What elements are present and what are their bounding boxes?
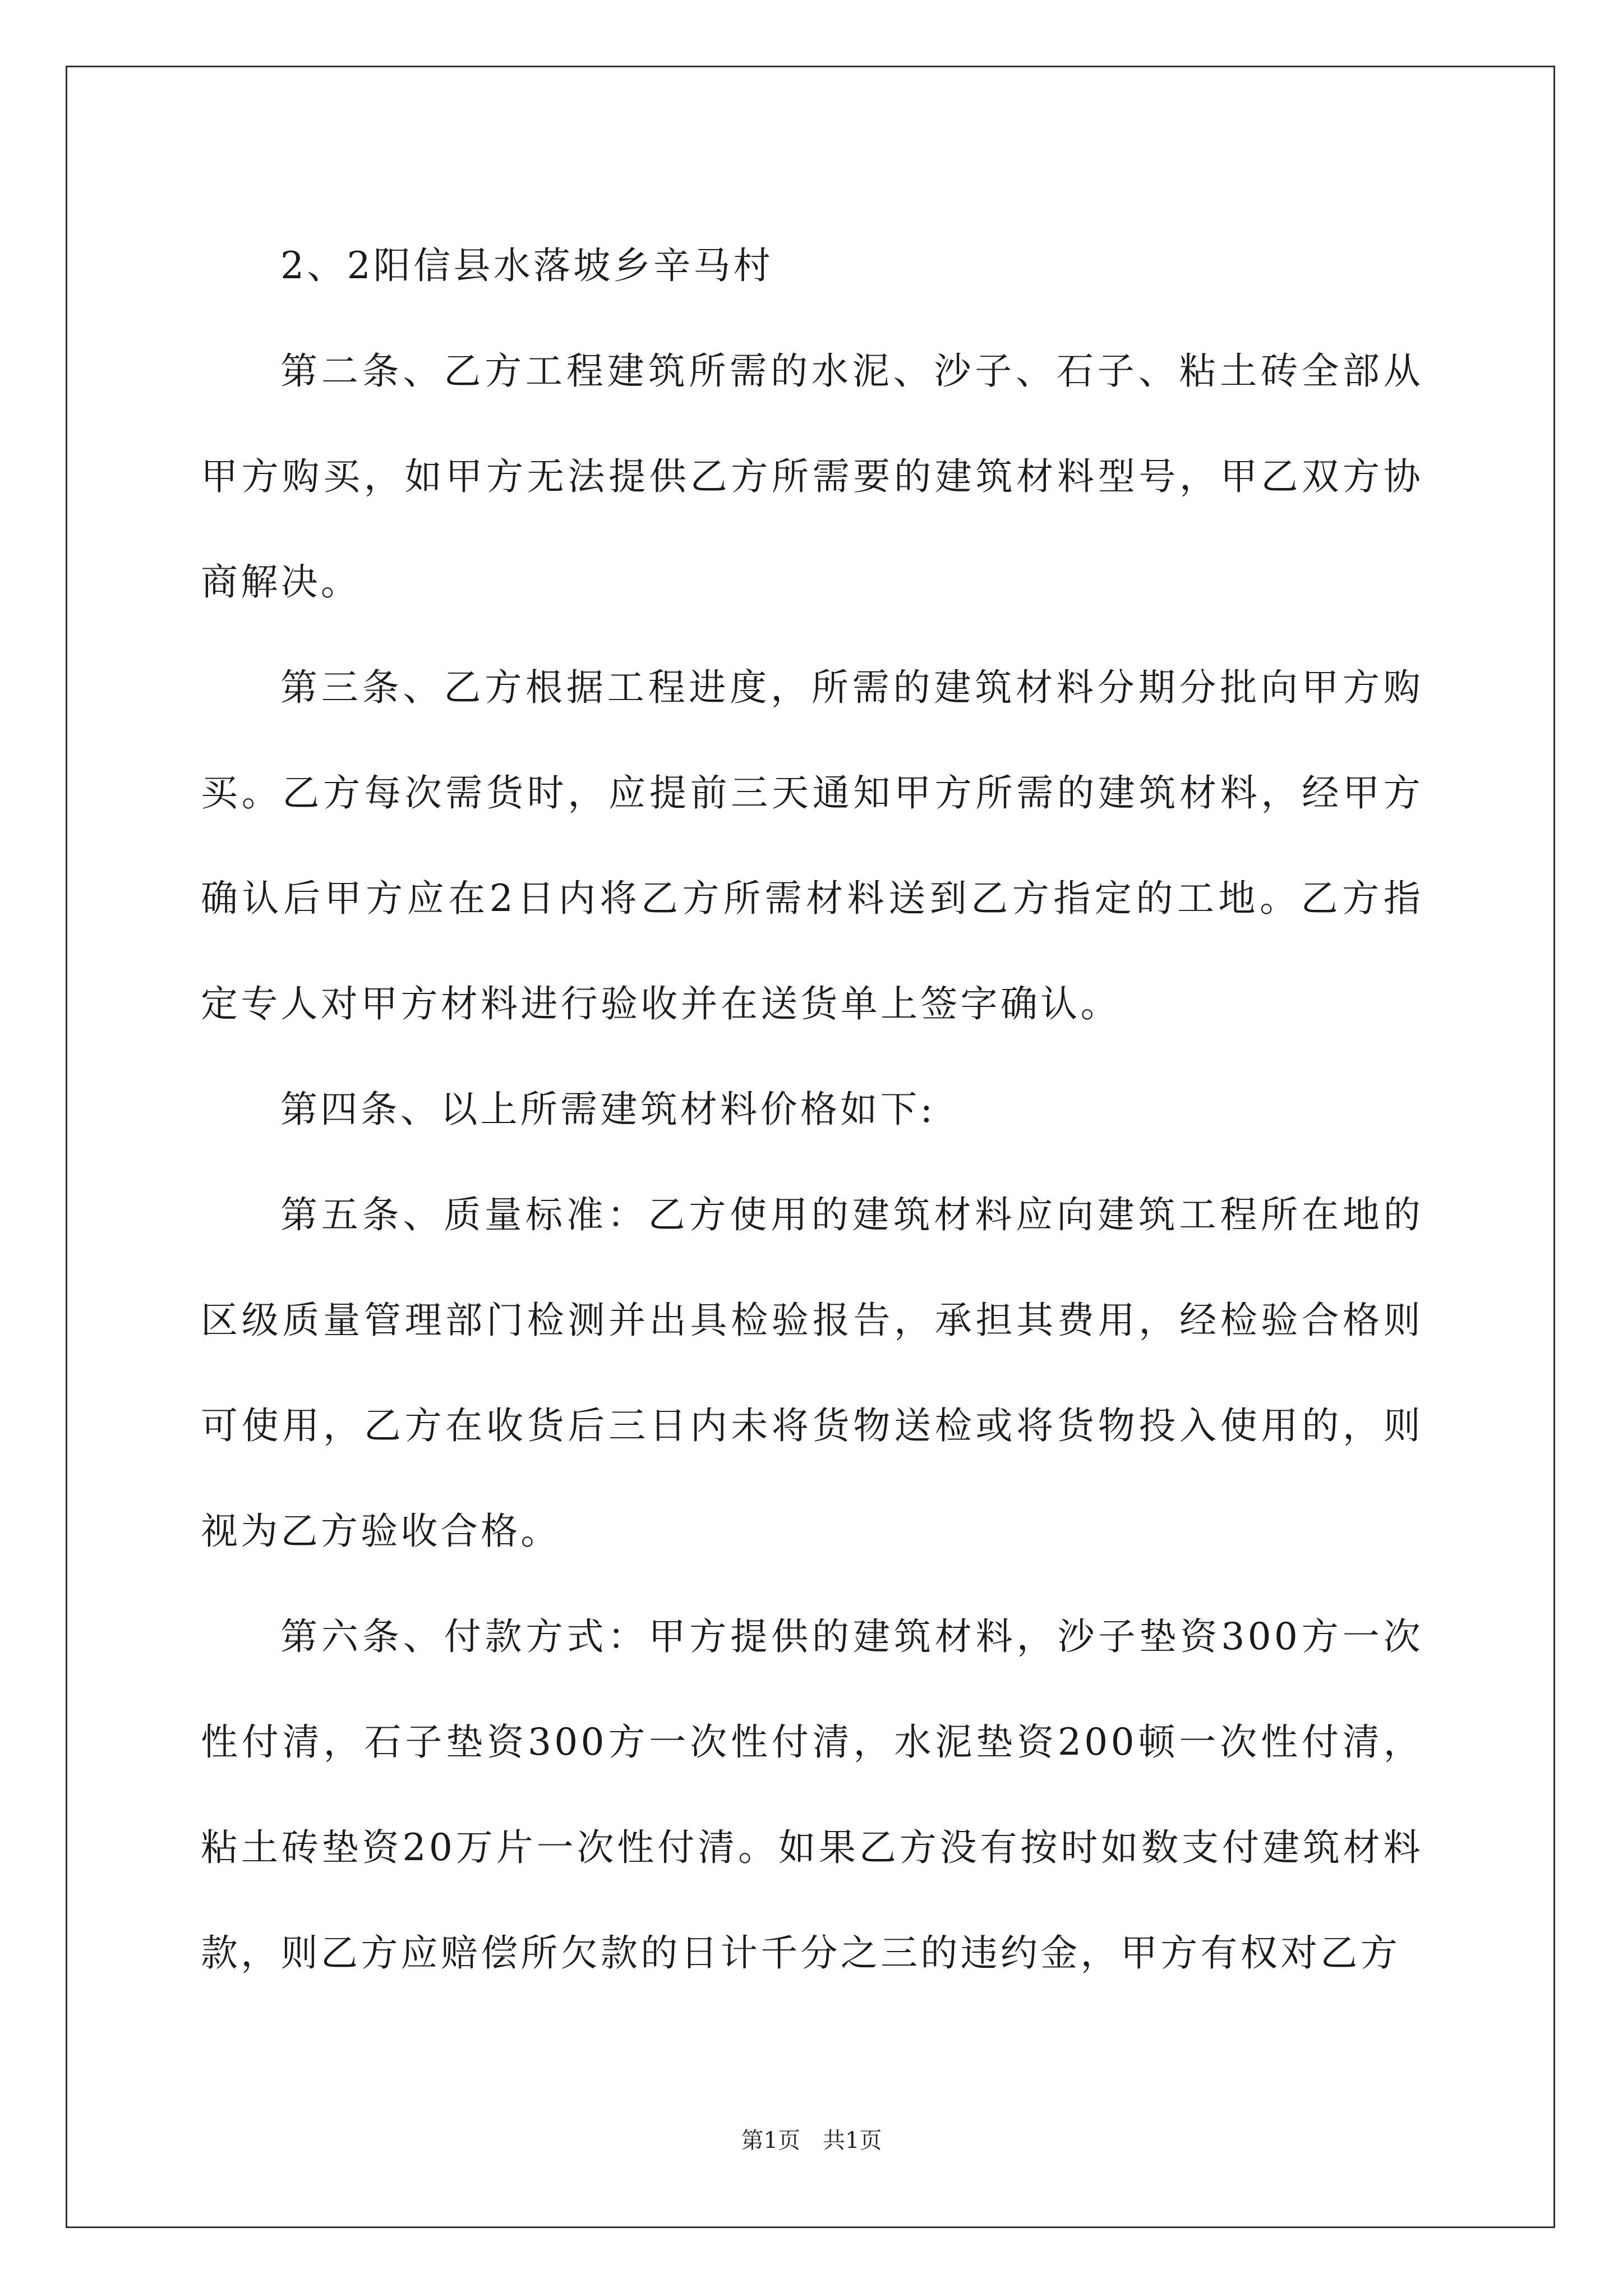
paragraph-1: 2、2阳信县水落坡乡辛马村 bbox=[280, 244, 773, 287]
paragraph-article-4: 第四条、以上所需建筑材料价格如下: bbox=[280, 1088, 936, 1131]
page-total: 共1页 bbox=[823, 2128, 882, 2154]
paragraph-article-2: 第二条、乙方工程建筑所需的水泥、沙子、石子、粘土砖全部从甲方购买，如甲方无法提供乙方所需要的建筑材料型号，甲乙双方协商解决。 bbox=[201, 349, 1423, 604]
paragraph-article-6: 第六条、付款方式：甲方提供的建筑材料，沙子垫资300方一次性付清，石子垫资300方一次性付清，水泥垫资200顿一次性付清，粘土砖垫资20万片一次性付清。如果乙方没有按时如数支付建筑材料款，则乙方应赔偿所欠款的日计千分之三的违约金，甲方有权对乙方 bbox=[201, 1615, 1423, 1975]
paragraph-article-5: 第五条、质量标准：乙方使用的建筑材料应向建筑工程所在地的区级质量管理部门检测并出具检验报告，承担其费用，经检验合格则可使用，乙方在收货后三日内未将货物送检或将货物投入使用的，则视为乙方验收合格。 bbox=[201, 1193, 1423, 1553]
page-footer bbox=[0, 2125, 1623, 2156]
paragraph-article-3: 第三条、乙方根据工程进度，所需的建筑材料分期分批向甲方购买。乙方每次需货时，应提前三天通知甲方所需的建筑材料，经甲方确认后甲方应在2日内将乙方所需材料送到乙方指定的工地。乙方指定专人对甲方材料进行验收并在送货单上签字确认。 bbox=[201, 666, 1423, 1025]
page-number: 第1页 bbox=[741, 2128, 800, 2154]
document-body bbox=[201, 213, 1423, 2006]
